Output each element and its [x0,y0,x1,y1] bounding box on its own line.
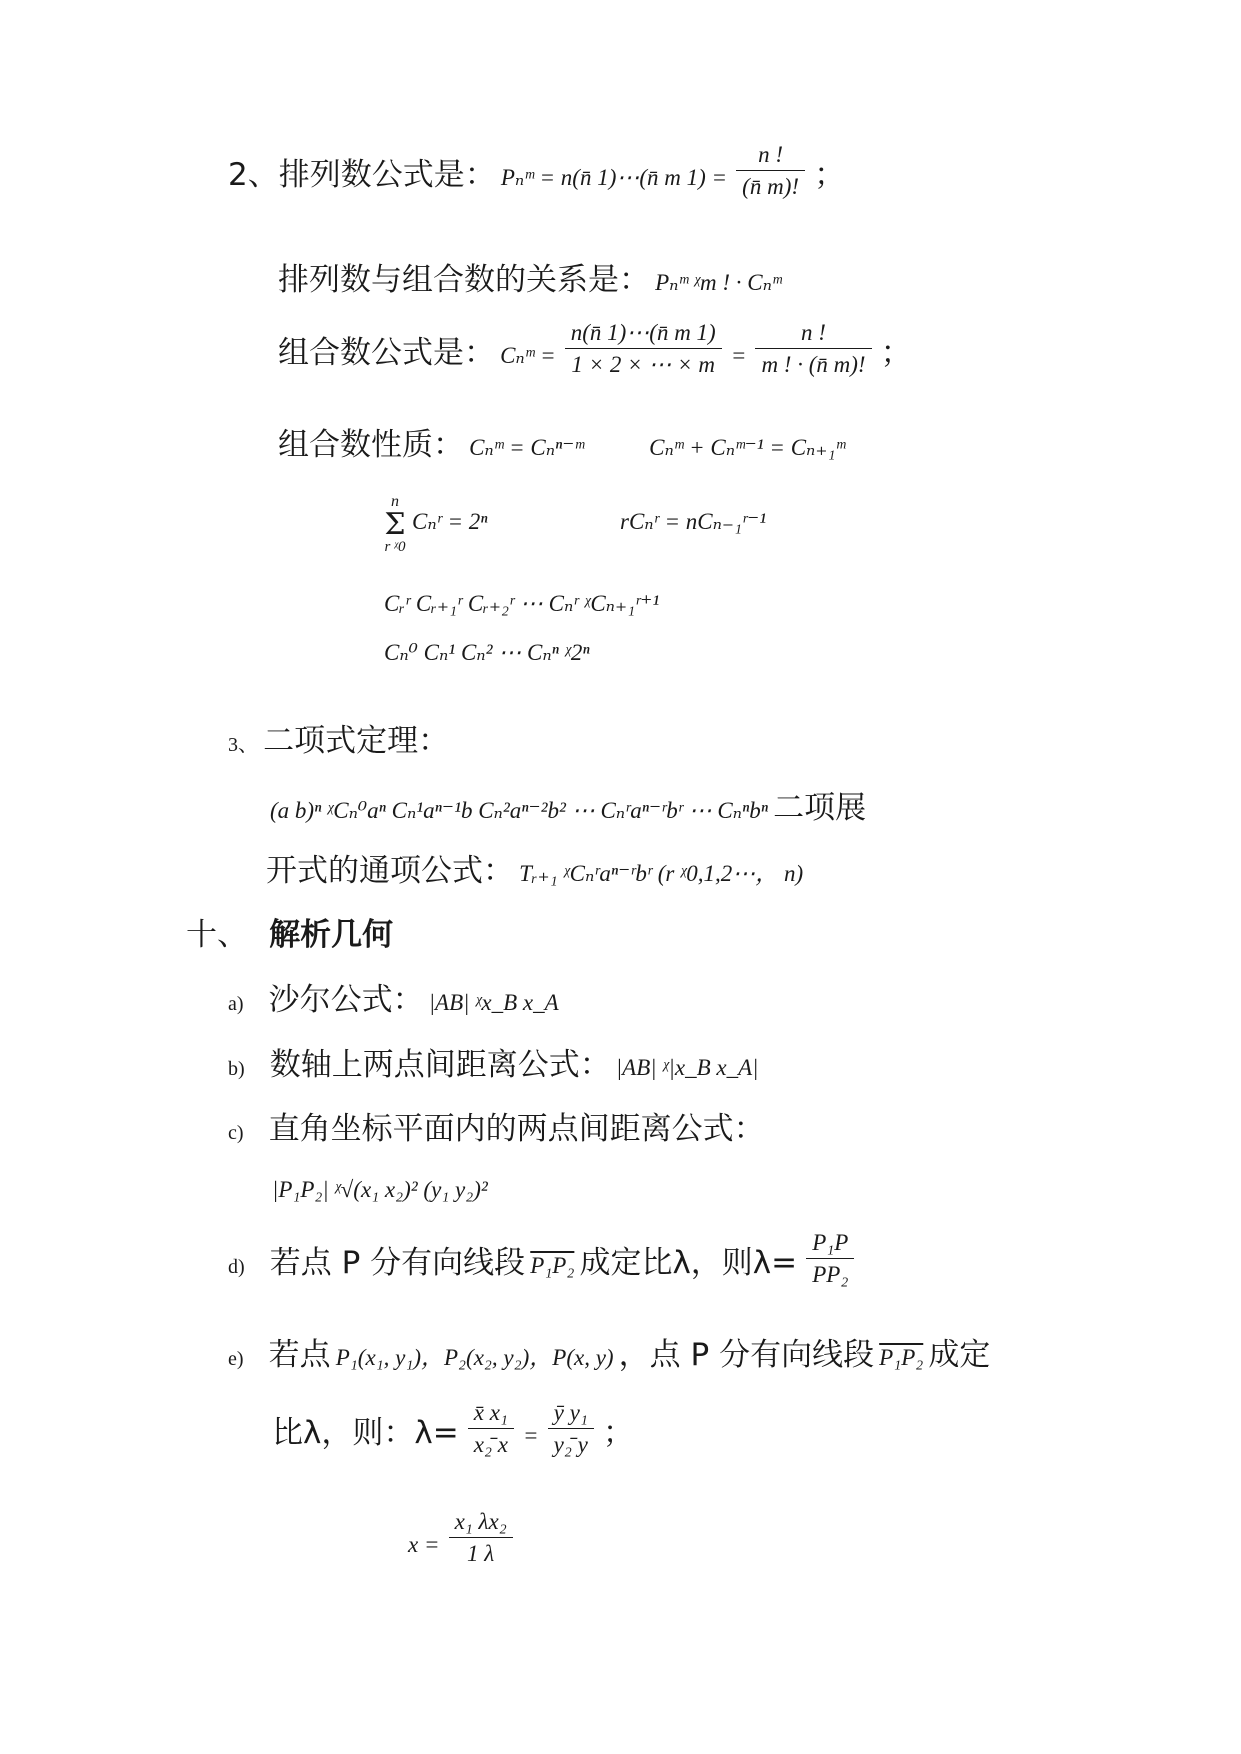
sum-symbol [382,494,408,555]
binomial-sum-formula: Cₙ⁰ Cₙ¹ Cₙ² ⋯ Cₙⁿ ᵡ2ⁿ [384,640,590,665]
binomial-line [270,790,867,826]
ratio-fraction-y [548,1401,594,1456]
fraction-denominator: m ! · (n̄ m)! [761,352,866,377]
hockey-stick-formula: Cᵣʳ Cᵣ₊₁ʳ Cᵣ₊₂ʳ ⋯ Cₙʳ ᵡCₙ₊₁ʳ⁺¹ [384,591,660,616]
item-label: 沙尔公式： [268,982,424,1018]
section-title: 二项式定理： [263,723,450,759]
item-formula: |AB| ᵡx_B x_A [428,990,559,1015]
segment-symbol: P₁P₂ [879,1345,924,1370]
fraction-denominator: y₂̄ y [553,1432,588,1457]
sigma-icon: Σ [384,507,406,542]
fraction-numerator: ȳ y₁ [548,1401,594,1429]
item-marker: e) [228,1348,244,1370]
sum-lower: r ᵡ0 [384,539,406,555]
relation-label: 排列数与组合数的关系是： [278,262,650,298]
item-marker: b) [228,1058,245,1080]
ratio-fraction [806,1231,854,1286]
property-line [278,427,846,463]
ratio-label: 比λ，则：λ= [272,1415,459,1451]
item-e [228,1337,991,1373]
item-c [228,1111,765,1147]
sum-upper: n [391,493,399,510]
combination-label: 组合数公式是： [278,335,495,371]
recurrence-formula: rCₙʳ = nCₙ₋₁ʳ⁻¹ [620,509,767,534]
semicolon: ； [602,1415,634,1451]
points-formula: P₁(x₁, y₁)，P₂(x₂, y₂)，P(x, y) [335,1345,614,1370]
item-label-2: 成定比λ，则λ= [579,1245,798,1281]
item-b [228,1047,759,1083]
section-title: 解析几何 [269,917,394,953]
item-label-3: 成定 [928,1337,991,1373]
item-marker: a) [228,993,244,1015]
binomial-formula: (a b)ⁿ ᵡCₙ⁰aⁿ Cₙ¹aⁿ⁻¹b Cₙ²aⁿ⁻²b² ⋯ Cₙʳaⁿ⁻ʳbʳ ⋯ Cₙⁿbⁿ [270,798,768,823]
binomial-heading [228,723,450,759]
item-label: 数轴上两点间距离公式： [269,1047,611,1083]
item-marker: c) [228,1122,244,1144]
item-label: 直角坐标平面内的两点间距离公式： [268,1111,765,1147]
combination-lhs: Cₙᵐ = [500,343,556,368]
x-fraction [449,1510,513,1565]
fraction-denominator: 1 × 2 × ⋯ × m [571,352,716,377]
item-label: 若点 P 分有向线段 [269,1245,526,1281]
section-number: 3、 [228,734,258,756]
fraction-numerator: n(n̄ 1)⋯(n̄ m 1) [565,321,722,349]
general-term-line [266,853,804,889]
fraction-denominator: 1 λ [467,1541,495,1566]
property-formula-2: Cₙᵐ + Cₙᵐ⁻¹ = Cₙ₊₁ᵐ [649,435,846,460]
ratio-fraction-x [468,1401,514,1456]
relation-formula: Pₙᵐ ᵡm ! · Cₙᵐ [655,270,782,295]
item-formula: |AB| ᵡ|x_B x_A| [615,1055,759,1080]
combination-fraction-1 [565,321,722,376]
combination-fraction-2 [755,321,871,376]
section-ten-heading [186,917,394,953]
distance-formula: |P₁P₂| ᵡ√(x₁ x₂)² (y₁ y₂)² [272,1177,488,1202]
binomial-tail: 二项展 [773,790,867,826]
fraction-denominator: x₂̄ x [473,1432,508,1457]
segment-symbol: P₁P₂ [530,1253,575,1278]
item-label-2: ，点 P 分有向线段 [618,1337,875,1373]
fraction-numerator: n ! [755,321,871,349]
property-formula-1: Cₙᵐ = Cₙⁿ⁻ᵐ [469,435,585,460]
semicolon: ； [814,157,846,193]
item-a [228,982,559,1018]
section-number: 十、 [186,917,248,953]
fraction-numerator: P₁P [806,1231,854,1259]
permutation-label: 2、排列数公式是： [228,157,496,193]
ratio-line [272,1400,634,1457]
equals-sign: = [730,343,747,368]
fraction-denominator: (n̄ m)! [742,174,800,199]
item-d [228,1230,858,1287]
general-term-formula: Tᵣ₊₁ ᵡCₙʳaⁿ⁻ʳbʳ (r ᵡ0,1,2⋯， n) [519,861,804,886]
fraction-denominator: PP₂ [812,1262,849,1287]
fraction-numerator: x̄ x₁ [468,1401,514,1429]
fraction-numerator: x₁ λx₂ [449,1510,513,1538]
semicolon: ； [880,335,912,371]
item-marker: d) [228,1256,245,1278]
item-label: 若点 [268,1337,331,1373]
relation-line [278,262,782,298]
equals-sign: = [523,1423,539,1448]
x-formula-lhs: x = [408,1532,440,1557]
permutation-fraction [736,143,805,198]
permutation-line [228,142,846,199]
fraction-numerator: n ! [736,143,805,171]
property-label: 组合数性质： [278,427,464,463]
permutation-formula: Pₙᵐ = n(n̄ 1)⋯(n̄ m 1) = [500,165,728,190]
sum-formula: Cₙʳ = 2ⁿ [412,509,488,534]
x-formula-line [408,1509,517,1566]
general-term-label: 开式的通项公式： [266,853,514,889]
